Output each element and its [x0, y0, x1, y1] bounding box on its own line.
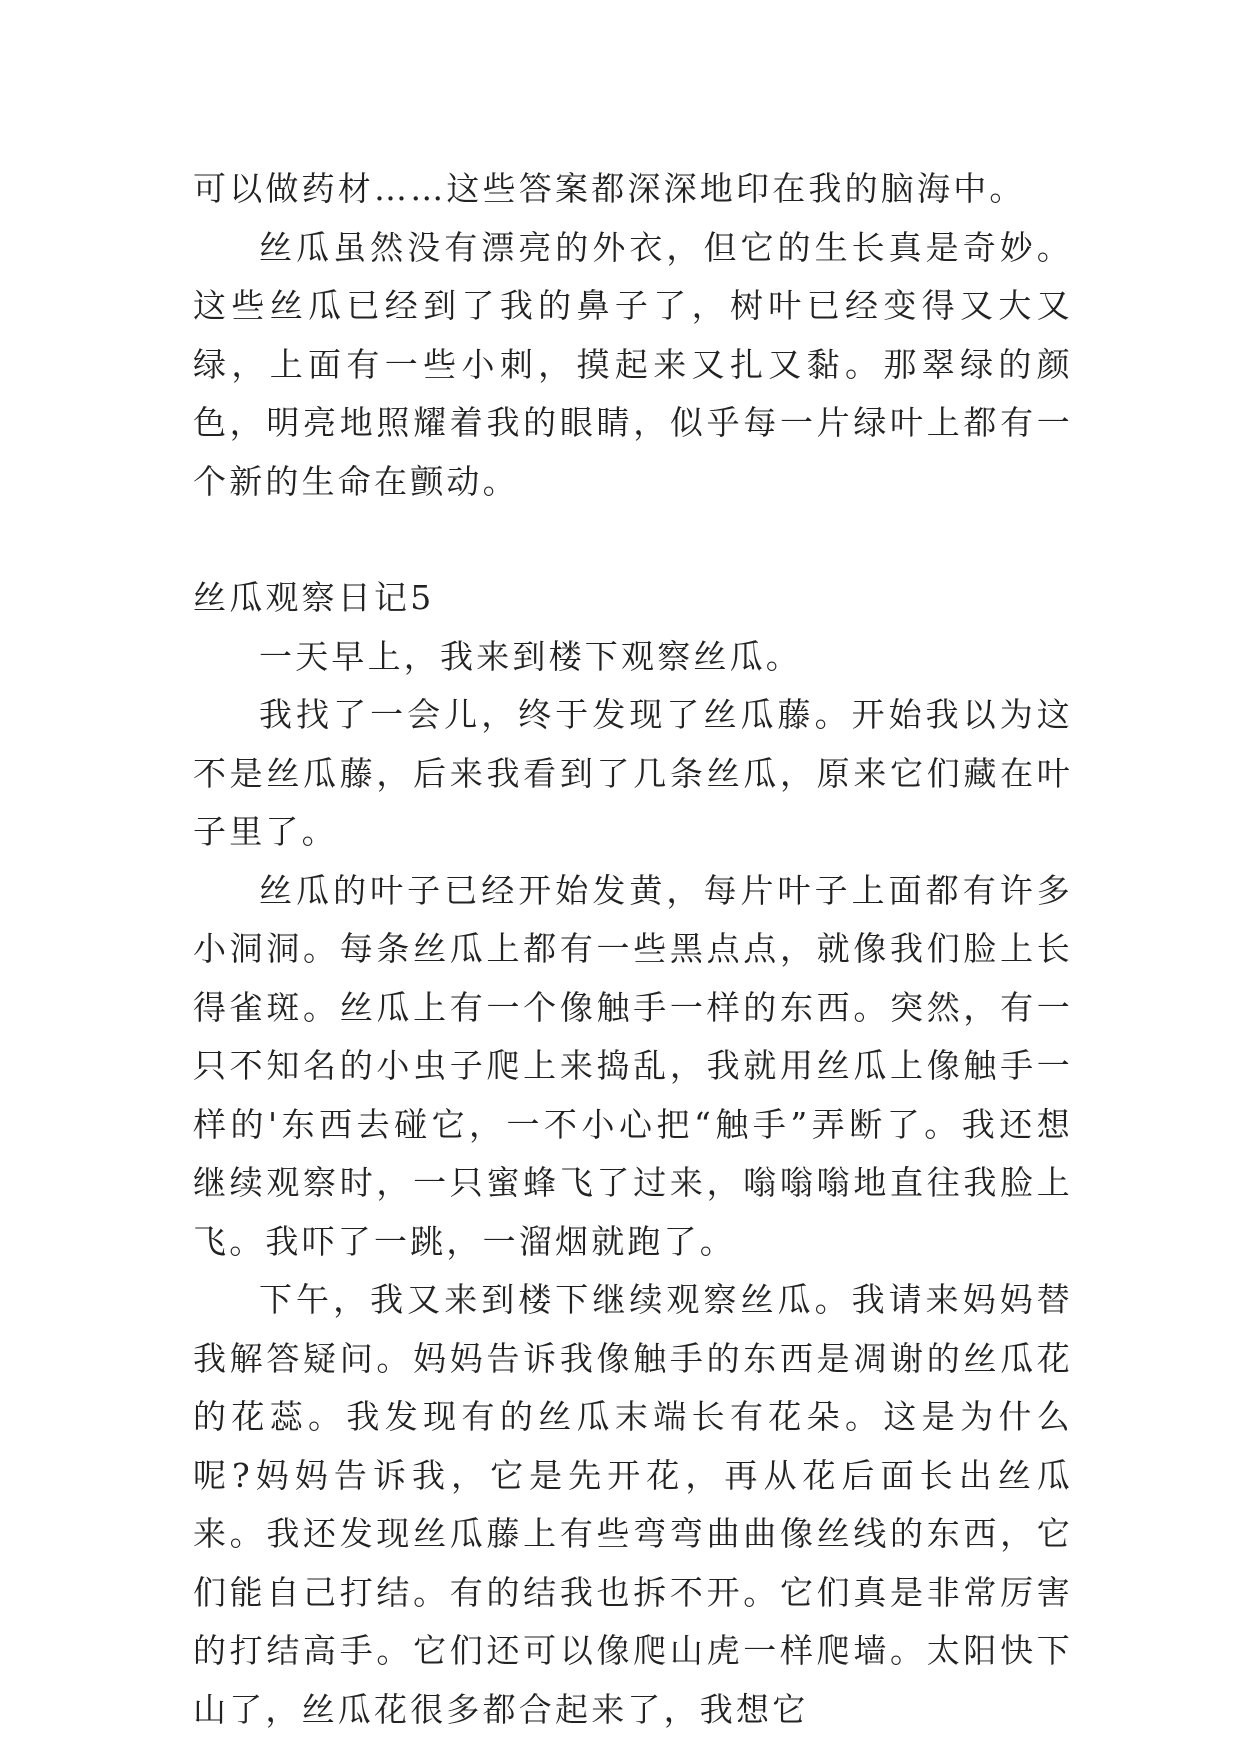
- document-body: [193, 160, 1073, 1739]
- section-heading: 丝瓜观察日记5: [193, 578, 435, 617]
- paragraph-leaves: 丝瓜的叶子已经开始发黄，每片叶子上面都有许多小洞洞。每条丝瓜上都有一些黑点点，就像我们脸上长得雀斑。丝瓜上有一个像触手一样的东西。突然，有一只不知名的小虫子爬上来捣乱，我就用丝瓜上像触手一样的'东西去碰它，一不小心把“触手”弄断了。我还想继续观察时，一只蜜蜂飞了过来，嗡嗡嗡地直往我脸上飞。我吓了一跳，一溜烟就跑了。: [193, 870, 1073, 1261]
- paragraph-found-vine: 我找了一会儿，终于发现了丝瓜藤。开始我以为这不是丝瓜藤，后来我看到了几条丝瓜，原来它们藏在叶子里了。: [193, 695, 1073, 851]
- paragraph-morning: 一天早上，我来到楼下观察丝瓜。: [259, 636, 802, 676]
- paragraph-growth: 丝瓜虽然没有漂亮的外衣，但它的生长真是奇妙。这些丝瓜已经到了我的鼻子了，树叶已经变得又大又绿，上面有一些小刺，摸起来又扎又黏。那翠绿的颜色，明亮地照耀着我的眼睛，似乎每一片绿叶上都有一个新的生命在颤动。: [193, 227, 1073, 501]
- paragraph-continued: 可以做药材……这些答案都深深地印在我的脑海中。: [193, 169, 1026, 208]
- paragraph-afternoon: 下午，我又来到楼下继续观察丝瓜。我请来妈妈替我解答疑问。妈妈告诉我像触手的东西是凋谢的丝瓜花的花蕊。我发现有的丝瓜末端长有花朵。这是为什么呢?妈妈告诉我，它是先开花，再从花后面长出丝瓜来。我还发现丝瓜藤上有些弯弯曲曲像丝线的东西，它们能自己打结。有的结我也拆不开。它们真是非常厉害的打结高手。它们还可以像爬山虎一样爬墙。太阳快下山了，丝瓜花很多都合起来了，我想它: [193, 1280, 1073, 1729]
